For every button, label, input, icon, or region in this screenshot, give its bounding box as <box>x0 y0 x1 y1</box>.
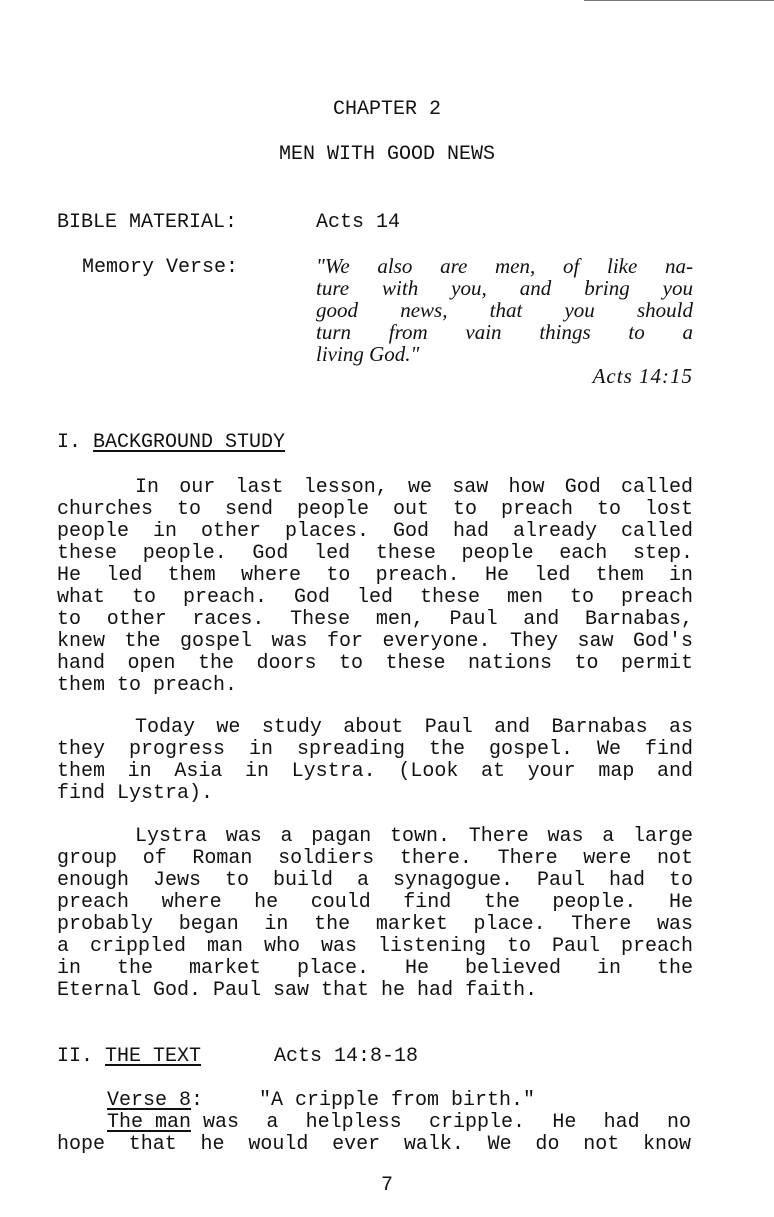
text-line: hand open the doors to these nations to permit <box>57 652 693 675</box>
text-line: hope that he would ever walk. We do not know <box>57 1133 691 1156</box>
memory-verse-text <box>316 255 693 387</box>
section-1-heading <box>57 432 285 454</box>
section-2-title: THE TEXT <box>105 1045 202 1068</box>
text-line: these people. God led these people each step. <box>57 542 693 565</box>
paragraph-3 <box>57 826 693 1002</box>
text-line: they progress in spreading the gospel. We find <box>57 738 693 761</box>
text-line: probably began in the market place. There was <box>57 913 693 936</box>
text-line: He led them where to preach. He led them in <box>57 564 693 587</box>
text-line: in the market place. He believed in the <box>57 957 693 980</box>
section-1-title: BACKGROUND STUDY <box>93 431 286 454</box>
verse-body-line-2-wrap <box>57 1134 691 1156</box>
text-line: Eternal God. Paul saw that he had faith. <box>57 979 538 1002</box>
verse-body-line <box>107 1112 691 1134</box>
paragraph-1 <box>57 477 693 697</box>
text-line: Lystra was a pagan town. There was a large <box>135 825 693 848</box>
text-line: Today we study about Paul and Barnabas as <box>135 716 693 739</box>
paragraph-2 <box>57 717 693 805</box>
verse-colon: : <box>191 1089 204 1112</box>
bible-material-label: BIBLE MATERIAL: <box>57 211 238 234</box>
text-line: what to preach. God led these men to preach <box>57 586 693 609</box>
page-number: 7 <box>380 1174 393 1197</box>
memory-verse-line: "We also are men, of like na- <box>316 254 693 278</box>
memory-verse-line: ture with you, and bring you <box>316 276 693 300</box>
text-line: In our last lesson, we saw how God called <box>135 476 693 499</box>
text-line: find Lystra). <box>57 782 214 805</box>
text-line: a crippled man who was listening to Paul preach <box>57 935 693 958</box>
underlined-subject: The man <box>107 1111 192 1134</box>
text-line: enough Jews to build a synagogue. Paul had to <box>57 869 693 892</box>
text-line: to other races. These men, Paul and Barnabas, <box>57 608 693 631</box>
text-line: people in other places. God had already called <box>57 520 693 543</box>
text-line: churches to send people out to preach to lost <box>57 498 693 521</box>
section-2-heading <box>57 1046 201 1068</box>
memory-verse-line: good news, that you should <box>316 298 693 322</box>
bible-material-value: Acts 14 <box>316 211 401 234</box>
memory-verse-reference: Acts 14:15 <box>592 364 693 388</box>
text-line: knew the gospel was for everyone. They saw God's <box>57 630 693 653</box>
verse-label: Verse 8 <box>107 1089 192 1112</box>
memory-verse-line: living God." <box>316 342 420 366</box>
text-line: them to preach. <box>57 674 238 697</box>
text-line: preach where he could find the people. He <box>57 891 693 914</box>
section-2-numeral: II. <box>57 1045 94 1068</box>
memory-verse-line: turn from vain things to a <box>316 320 693 344</box>
page-title: MEN WITH GOOD NEWS <box>278 143 496 166</box>
verse-quote: "A cripple from birth." <box>259 1089 536 1112</box>
chapter-heading: CHAPTER 2 <box>332 98 442 121</box>
verse-body-rest: was a helpless cripple. He had no <box>203 1111 691 1134</box>
section-2-reference: Acts 14:8-18 <box>274 1045 419 1068</box>
text-line: them in Asia in Lystra. (Look at your map and <box>57 760 693 783</box>
section-1-numeral: I. <box>57 431 82 454</box>
memory-verse-label: Memory Verse: <box>82 256 239 279</box>
verse-8-line <box>107 1090 203 1112</box>
top-rule <box>584 0 774 1</box>
text-line: group of Roman soldiers there. There were not <box>57 847 693 870</box>
